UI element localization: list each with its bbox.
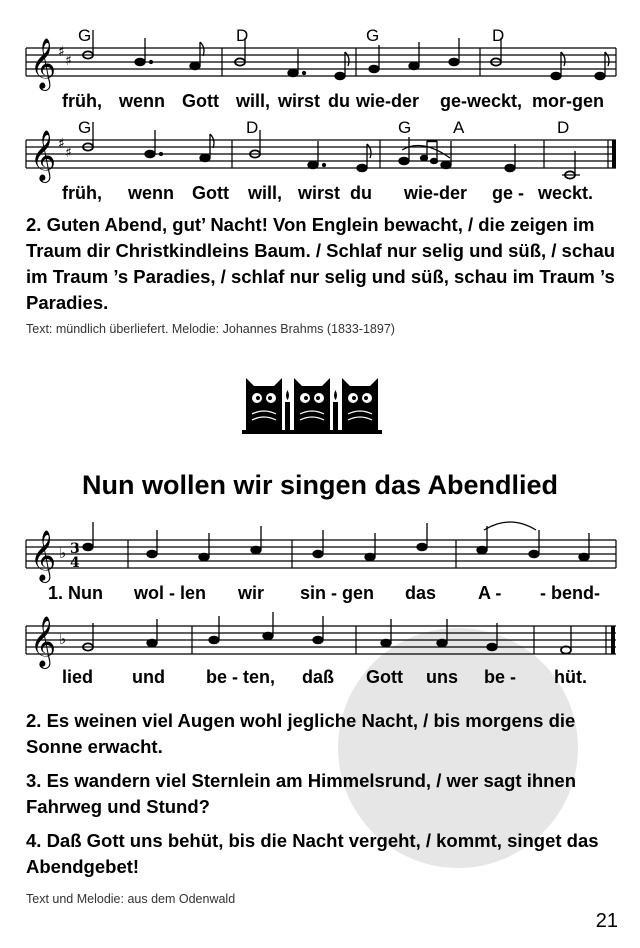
svg-text:4: 4 [70, 555, 80, 571]
lyric-syllable: 1. Nun [48, 583, 104, 603]
lyric-syllable: früh, [62, 91, 102, 111]
lyric-syllable: das [405, 583, 437, 603]
chord: G [78, 118, 92, 137]
svg-text:♯: ♯ [65, 53, 72, 69]
svg-text:𝄞: 𝄞 [30, 530, 57, 581]
verse-text: 2. Guten Abend, gut’ Nacht! Von Englein bewacht, / die zeigen im Traum dir Christkindleins Baum. / Schlaf nur selig und süß, / schau im Traum ’s Paradies, / schlaf nur selig und süß, schau im Traum ’s Paradies. [26, 214, 616, 313]
lyric-syllable: du [328, 91, 350, 111]
lyric-syllable: be - [484, 667, 517, 687]
lyric-syllable: du [350, 183, 372, 203]
lyric-syllable: Gott [192, 183, 229, 203]
lyric-syllable: lied [62, 667, 94, 687]
song-title: Nun wollen wir singen das Abendlied [81, 470, 559, 500]
lyric-syllable: wie-der [404, 183, 468, 203]
lyric-syllable: wenn [119, 91, 166, 111]
svg-text:𝄞: 𝄞 [30, 38, 57, 89]
svg-text:♯: ♯ [65, 145, 72, 161]
lyric-syllable: sin - gen [300, 583, 375, 603]
svg-text:♯: ♯ [58, 136, 65, 152]
chord: D [236, 26, 249, 45]
svg-text:3: 3 [70, 541, 80, 557]
lyric-syllable: will, [236, 91, 271, 111]
chord: D [557, 118, 570, 137]
page-number: 21 [595, 910, 618, 932]
svg-text:𝄞: 𝄞 [30, 616, 57, 667]
lyric-syllable: wol - len [134, 583, 206, 603]
lyric-syllable: ge-weckt, [440, 91, 523, 111]
chord: G [366, 26, 380, 45]
svg-text:♭: ♭ [59, 544, 67, 562]
owls-candles-icon [242, 372, 382, 436]
lyric-syllable: Gott [182, 91, 219, 111]
credit-text: Text und Melodie: aus dem Odenwald [26, 892, 236, 906]
lyric-syllable: wenn [128, 183, 175, 203]
chord: G [398, 118, 412, 137]
chord: G [78, 26, 92, 45]
lyric-syllable: - bend- [540, 583, 600, 603]
lyric-syllable: A - [478, 583, 502, 603]
lyric-syllable: wirst [298, 183, 341, 203]
chord: A [453, 118, 465, 137]
lyric-syllable: wie-der [356, 91, 420, 111]
lyric-syllable: will, [248, 183, 283, 203]
verse-text: 3. Es wandern viel Sternlein am Himmelsrund, / wer sagt ihnen Fahrweg und Stund? [26, 770, 577, 817]
lyric-syllable: weckt. [538, 183, 594, 203]
lyric-syllable: be - ten, [206, 667, 276, 687]
lyric-syllable: - [518, 183, 524, 203]
lyric-syllable: hüt. [554, 667, 587, 687]
lyric-syllable: mor-gen [532, 91, 604, 111]
lyric-syllable: uns [426, 667, 459, 687]
lyric-syllable: und [132, 667, 165, 687]
lyric-syllable: früh, [62, 183, 102, 203]
chord: D [246, 118, 259, 137]
svg-text:𝄞: 𝄞 [30, 130, 57, 181]
lyric-syllable: wir [238, 583, 265, 603]
lyric-syllable: wirst [278, 91, 321, 111]
svg-text:♭: ♭ [59, 630, 67, 648]
chord: D [492, 26, 505, 45]
verse-text: 2. Es weinen viel Augen wohl jegliche Nacht, / bis morgens die Sonne erwacht. [26, 710, 576, 757]
verse-text: 4. Daß Gott uns behüt, bis die Nacht vergeht, / kommt, singet das Abendgebet! [26, 830, 599, 877]
lyric-syllable: Gott [366, 667, 403, 687]
credit-text: Text: mündlich überliefert. Melodie: Johannes Brahms (1833-1897) [26, 322, 395, 336]
lyric-syllable: ge [492, 183, 514, 203]
svg-text:♯: ♯ [58, 44, 65, 60]
lyric-syllable: daß [302, 667, 335, 687]
